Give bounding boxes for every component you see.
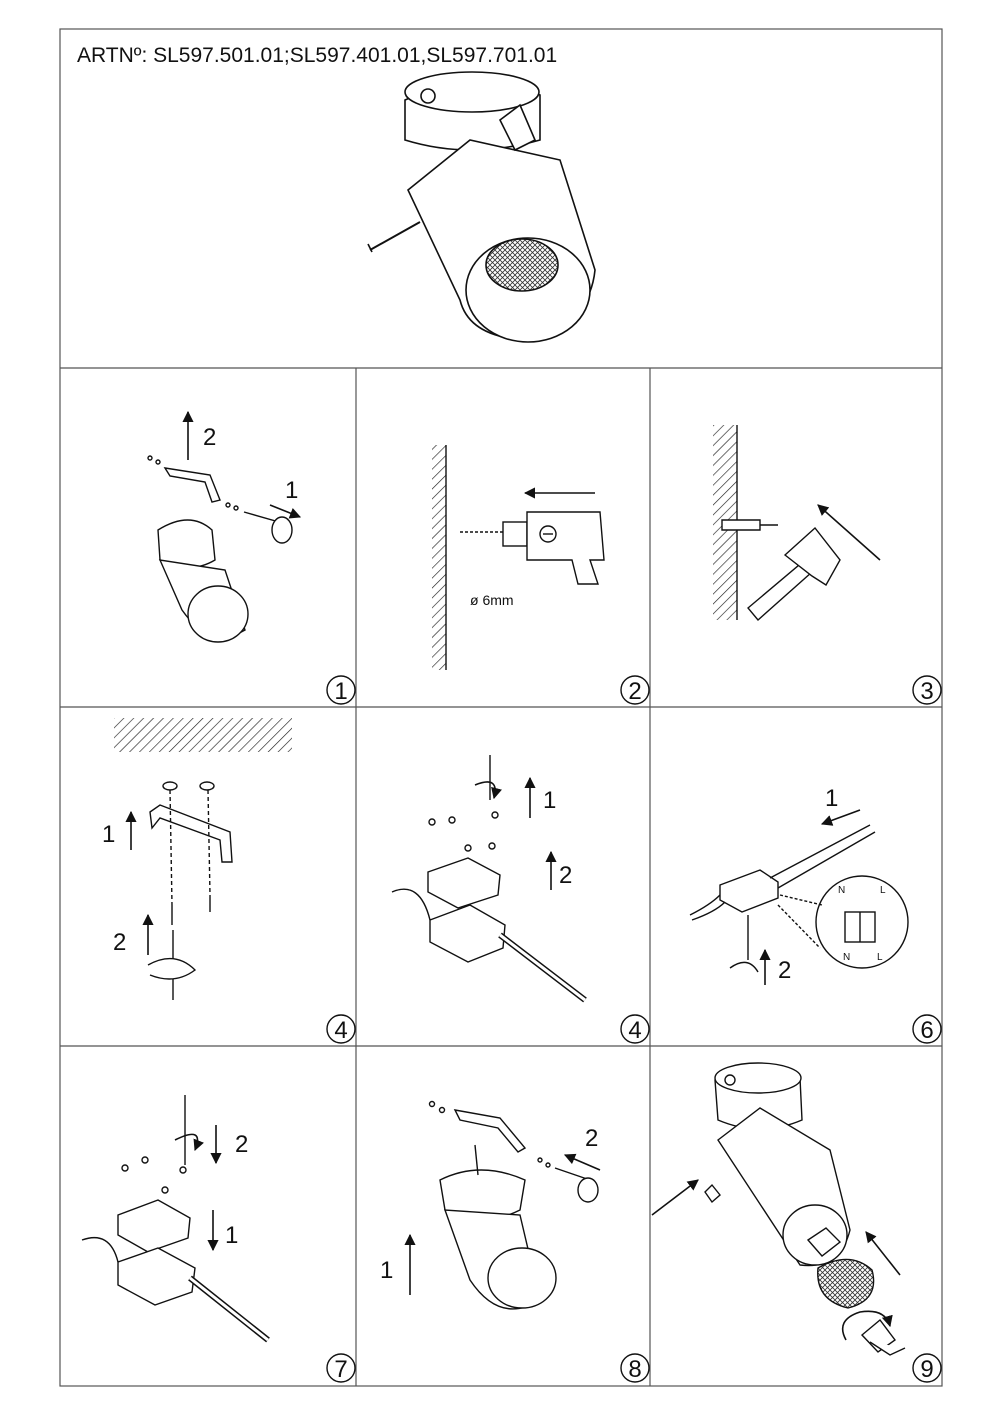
- article-number: ARTNº: SL597.501.01;SL597.401.01,SL597.701.01: [77, 44, 558, 67]
- step-4-label-b: 2: [113, 929, 127, 956]
- step-4-label-a: 1: [102, 821, 116, 848]
- step-number-7: 7: [334, 1356, 348, 1383]
- step-number-6: 6: [920, 1017, 934, 1044]
- step-1-label-b: 1: [285, 477, 299, 504]
- step-number-1: 1: [334, 678, 348, 705]
- step-number-9: 9: [920, 1356, 934, 1383]
- step-6-wiring: [690, 825, 908, 972]
- step-7-label-b: 1: [225, 1222, 239, 1249]
- terminal-letter-1: N: [838, 885, 846, 896]
- step-8-label-a: 2: [585, 1125, 599, 1152]
- hammer-icon: [722, 520, 840, 620]
- step-4-bracket: [148, 782, 232, 1000]
- drill-size-label: ø 6mm: [470, 592, 514, 608]
- step-8-label-b: 1: [380, 1257, 394, 1284]
- terminal-letter-4: L: [877, 952, 883, 963]
- drill-icon: [460, 512, 604, 584]
- product-illustration: [368, 72, 595, 342]
- step-number-3: 3: [920, 678, 934, 705]
- step-number-8: 8: [628, 1356, 642, 1383]
- step-4b-label-b: 2: [559, 862, 573, 889]
- step-number-4b: 4: [628, 1017, 642, 1044]
- step-4-ceiling: [114, 718, 292, 752]
- terminal-letter-2: L: [880, 885, 886, 896]
- step-4-arrows: [131, 812, 148, 955]
- step-7-label-a: 2: [235, 1131, 249, 1158]
- step-8-illustration: [430, 1102, 599, 1309]
- step-4b-label-a: 1: [543, 787, 557, 814]
- step-6-label-b: 2: [778, 957, 792, 984]
- step-1-illustration: [148, 456, 292, 642]
- terminal-letter-3: N: [843, 952, 851, 963]
- step-number-4a: 4: [334, 1017, 348, 1044]
- step-2-wall: [432, 445, 446, 670]
- step-number-2: 2: [628, 678, 642, 705]
- step-6-label-a: 1: [825, 785, 839, 812]
- step-1-label-a: 2: [203, 424, 217, 451]
